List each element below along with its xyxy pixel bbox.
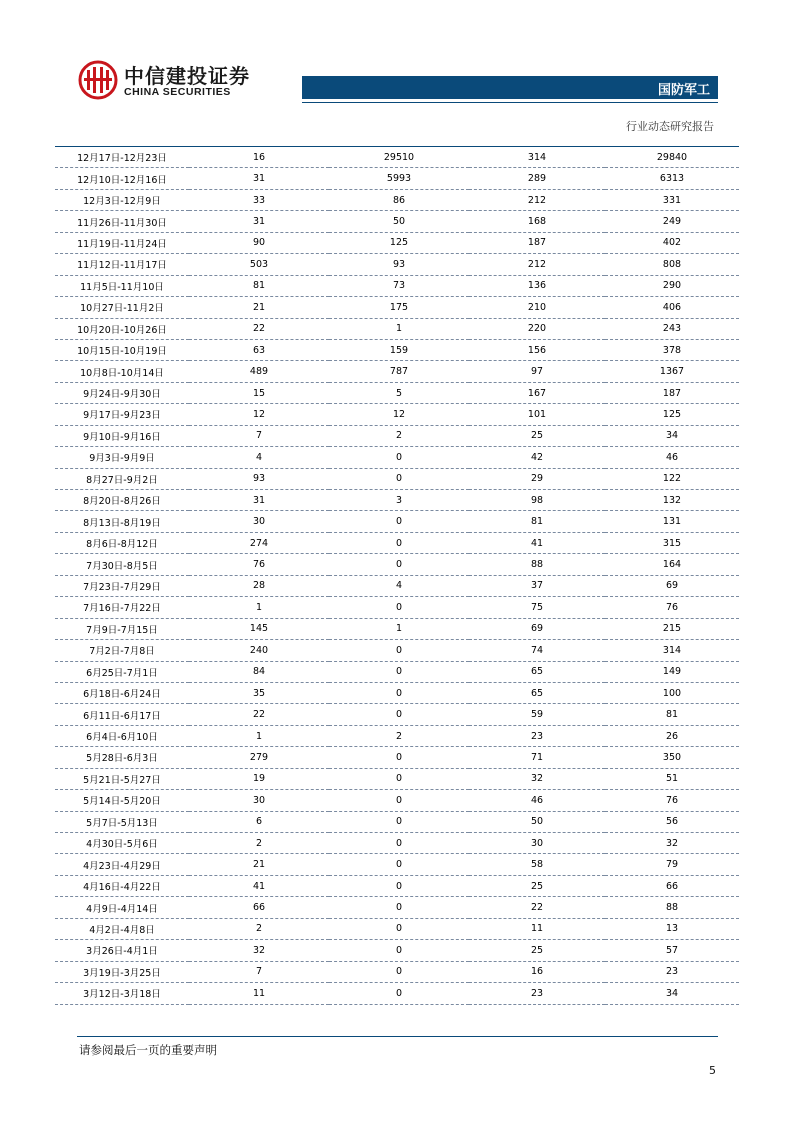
- table-cell-value: 25: [469, 875, 605, 896]
- table-row: [55, 811, 739, 832]
- table-cell-value: 289: [469, 168, 605, 189]
- industry-label: 国防军工: [657, 83, 710, 98]
- table-cell-value: 15: [189, 382, 329, 403]
- table-row: [55, 382, 739, 403]
- table-cell-value: 0: [329, 747, 469, 768]
- table-cell-value: 46: [469, 790, 605, 811]
- table-cell-value: 76: [605, 790, 739, 811]
- table-row: [55, 447, 739, 468]
- table-cell-value: 164: [605, 554, 739, 575]
- table-cell-value: 1: [189, 597, 329, 618]
- table-cell-period: 11月5日-11月10日: [55, 275, 189, 296]
- table-cell-value: 32: [469, 768, 605, 789]
- table-cell-value: 7: [189, 961, 329, 982]
- table-cell-value: 101: [469, 404, 605, 425]
- table-cell-value: 30: [189, 511, 329, 532]
- table-row: [55, 833, 739, 854]
- table-cell-value: 1367: [605, 361, 739, 382]
- table-cell-period: 7月30日-8月5日: [55, 554, 189, 575]
- table-cell-value: 0: [329, 918, 469, 939]
- table-cell-value: 21: [189, 297, 329, 318]
- table-cell-value: 11: [469, 918, 605, 939]
- table-row: [55, 918, 739, 939]
- table-cell-value: 249: [605, 211, 739, 232]
- table-row: [55, 725, 739, 746]
- footer-divider: [77, 1036, 718, 1037]
- table-cell-value: 29: [469, 468, 605, 489]
- table-cell-period: 4月23日-4月29日: [55, 854, 189, 875]
- table-cell-value: 0: [329, 854, 469, 875]
- table-row: [55, 318, 739, 339]
- table-cell-value: 30: [189, 790, 329, 811]
- table-cell-value: 66: [605, 875, 739, 896]
- china-securities-logo-icon: [78, 60, 118, 100]
- table-row: [55, 147, 739, 168]
- table-cell-value: 88: [469, 554, 605, 575]
- table-row: [55, 768, 739, 789]
- table-row: [55, 983, 739, 1004]
- table-cell-value: 22: [469, 897, 605, 918]
- table-cell-value: 98: [469, 490, 605, 511]
- table-cell-period: 3月26日-4月1日: [55, 940, 189, 961]
- table-cell-period: 12月3日-12月9日: [55, 189, 189, 210]
- table-row: [55, 339, 739, 360]
- table-cell-period: 4月16日-4月22日: [55, 875, 189, 896]
- table-cell-value: 331: [605, 189, 739, 210]
- table-cell-value: 6: [189, 811, 329, 832]
- table-cell-period: 4月30日-5月6日: [55, 833, 189, 854]
- logo-english-name: CHINA SECURITIES: [124, 86, 231, 98]
- table-cell-period: 7月23日-7月29日: [55, 575, 189, 596]
- table-cell-value: 35: [189, 682, 329, 703]
- table-cell-value: 25: [469, 425, 605, 446]
- table-cell-value: 168: [469, 211, 605, 232]
- table-cell-value: 125: [605, 404, 739, 425]
- table-row: [55, 232, 739, 253]
- table-cell-value: 290: [605, 275, 739, 296]
- table-cell-value: 136: [469, 275, 605, 296]
- table-cell-value: 2: [329, 425, 469, 446]
- table-cell-value: 57: [605, 940, 739, 961]
- table-cell-value: 69: [469, 618, 605, 639]
- table-cell-period: 6月18日-6月24日: [55, 682, 189, 703]
- table-cell-value: 11: [189, 983, 329, 1004]
- table-cell-value: 41: [189, 875, 329, 896]
- table-cell-value: 0: [329, 554, 469, 575]
- table-cell-period: 10月20日-10月26日: [55, 318, 189, 339]
- table-cell-value: 378: [605, 339, 739, 360]
- table-cell-value: 787: [329, 361, 469, 382]
- table-cell-value: 279: [189, 747, 329, 768]
- table-cell-value: 69: [605, 575, 739, 596]
- table-cell-value: 88: [605, 897, 739, 918]
- table-row: [55, 275, 739, 296]
- table-cell-period: 9月3日-9月9日: [55, 447, 189, 468]
- table-cell-period: 12月10日-12月16日: [55, 168, 189, 189]
- table-cell-value: 243: [605, 318, 739, 339]
- table-row: [55, 554, 739, 575]
- table-row: [55, 640, 739, 661]
- table-cell-value: 100: [605, 682, 739, 703]
- table-cell-value: 66: [189, 897, 329, 918]
- table-cell-value: 63: [189, 339, 329, 360]
- table-row: [55, 511, 739, 532]
- table-cell-value: 23: [605, 961, 739, 982]
- table-cell-value: 12: [189, 404, 329, 425]
- table-cell-value: 31: [189, 168, 329, 189]
- table-row: [55, 940, 739, 961]
- table-cell-period: 3月19日-3月25日: [55, 961, 189, 982]
- table-cell-period: 9月17日-9月23日: [55, 404, 189, 425]
- table-cell-value: 406: [605, 297, 739, 318]
- table-cell-value: 122: [605, 468, 739, 489]
- table-cell-value: 19: [189, 768, 329, 789]
- table-cell-value: 167: [469, 382, 605, 403]
- table-row: [55, 618, 739, 639]
- table-row: [55, 468, 739, 489]
- table-row: [55, 575, 739, 596]
- table-cell-value: 5: [329, 382, 469, 403]
- table-cell-value: 81: [469, 511, 605, 532]
- table-cell-period: 4月9日-4月14日: [55, 897, 189, 918]
- table-cell-value: 212: [469, 254, 605, 275]
- table-cell-value: 93: [189, 468, 329, 489]
- table-cell-value: 0: [329, 790, 469, 811]
- table-cell-value: 503: [189, 254, 329, 275]
- table-cell-value: 187: [469, 232, 605, 253]
- table-cell-value: 90: [189, 232, 329, 253]
- table-row: [55, 682, 739, 703]
- table-row: [55, 297, 739, 318]
- data-table: [55, 147, 739, 1005]
- table-cell-value: 7: [189, 425, 329, 446]
- table-body: [55, 147, 739, 1004]
- table-cell-value: 0: [329, 897, 469, 918]
- table-cell-value: 76: [189, 554, 329, 575]
- table-cell-value: 0: [329, 447, 469, 468]
- logo-chinese-name: 中信建投证券: [124, 64, 250, 88]
- table-cell-value: 149: [605, 661, 739, 682]
- table-row: [55, 597, 739, 618]
- table-cell-period: 11月26日-11月30日: [55, 211, 189, 232]
- table-row: [55, 790, 739, 811]
- table-cell-value: 0: [329, 661, 469, 682]
- table-cell-period: 7月16日-7月22日: [55, 597, 189, 618]
- table-cell-value: 76: [605, 597, 739, 618]
- table-cell-value: 79: [605, 854, 739, 875]
- table-cell-period: 11月19日-11月24日: [55, 232, 189, 253]
- table-cell-value: 33: [189, 189, 329, 210]
- table-cell-value: 314: [605, 640, 739, 661]
- table-cell-value: 215: [605, 618, 739, 639]
- table-row: [55, 661, 739, 682]
- table-cell-value: 65: [469, 661, 605, 682]
- table-cell-value: 1: [329, 318, 469, 339]
- table-cell-value: 32: [189, 940, 329, 961]
- table-cell-value: 59: [469, 704, 605, 725]
- table-cell-value: 84: [189, 661, 329, 682]
- table-cell-value: 0: [329, 682, 469, 703]
- table-cell-value: 145: [189, 618, 329, 639]
- table-cell-period: 6月4日-6月10日: [55, 725, 189, 746]
- table-cell-period: 8月20日-8月26日: [55, 490, 189, 511]
- table-cell-period: 10月27日-11月2日: [55, 297, 189, 318]
- table-cell-value: 3: [329, 490, 469, 511]
- report-type-label: 行业动态研究报告: [626, 120, 714, 133]
- table-row: [55, 854, 739, 875]
- footer-disclaimer: 请参阅最后一页的重要声明: [79, 1043, 217, 1057]
- table-cell-value: 402: [605, 232, 739, 253]
- table-cell-value: 0: [329, 597, 469, 618]
- table-cell-period: 4月2日-4月8日: [55, 918, 189, 939]
- table-cell-period: 7月2日-7月8日: [55, 640, 189, 661]
- header-divider: [302, 102, 718, 103]
- table-cell-value: 50: [329, 211, 469, 232]
- table-cell-value: 314: [469, 147, 605, 168]
- table-row: [55, 361, 739, 382]
- table-cell-value: 46: [605, 447, 739, 468]
- table-cell-value: 65: [469, 682, 605, 703]
- table-cell-value: 51: [605, 768, 739, 789]
- table-row: [55, 897, 739, 918]
- table-cell-value: 74: [469, 640, 605, 661]
- table-cell-period: 9月10日-9月16日: [55, 425, 189, 446]
- table-cell-value: 23: [469, 725, 605, 746]
- table-cell-period: 5月21日-5月27日: [55, 768, 189, 789]
- table-cell-period: 10月15日-10月19日: [55, 339, 189, 360]
- table-cell-value: 86: [329, 189, 469, 210]
- table-row: [55, 404, 739, 425]
- table-cell-value: 0: [329, 468, 469, 489]
- table-row: [55, 490, 739, 511]
- table-cell-period: 7月9日-7月15日: [55, 618, 189, 639]
- table-cell-value: 220: [469, 318, 605, 339]
- table-cell-value: 0: [329, 640, 469, 661]
- table-cell-value: 42: [469, 447, 605, 468]
- table-cell-period: 12月17日-12月23日: [55, 147, 189, 168]
- table-cell-value: 81: [189, 275, 329, 296]
- table-cell-value: 0: [329, 940, 469, 961]
- table-cell-value: 0: [329, 811, 469, 832]
- table-cell-value: 274: [189, 532, 329, 553]
- table-row: [55, 254, 739, 275]
- table-row: [55, 168, 739, 189]
- table-cell-value: 0: [329, 833, 469, 854]
- table-cell-period: 5月7日-5月13日: [55, 811, 189, 832]
- header-bar: [302, 76, 718, 99]
- table-cell-value: 22: [189, 318, 329, 339]
- table-cell-value: 0: [329, 875, 469, 896]
- table-cell-period: 6月11日-6月17日: [55, 704, 189, 725]
- table-cell-value: 0: [329, 704, 469, 725]
- table-cell-value: 26: [605, 725, 739, 746]
- table-cell-value: 315: [605, 532, 739, 553]
- table-row: [55, 189, 739, 210]
- table-cell-value: 210: [469, 297, 605, 318]
- table-cell-value: 97: [469, 361, 605, 382]
- table-cell-period: 8月27日-9月2日: [55, 468, 189, 489]
- table-cell-value: 0: [329, 511, 469, 532]
- company-logo: [78, 58, 278, 102]
- table-cell-value: 489: [189, 361, 329, 382]
- table-row: [55, 532, 739, 553]
- table-cell-value: 132: [605, 490, 739, 511]
- table-cell-value: 125: [329, 232, 469, 253]
- table-cell-value: 1: [189, 725, 329, 746]
- table-cell-value: 34: [605, 425, 739, 446]
- table-row: [55, 747, 739, 768]
- table-cell-period: 10月8日-10月14日: [55, 361, 189, 382]
- table-cell-period: 8月13日-8月19日: [55, 511, 189, 532]
- table-cell-value: 2: [189, 918, 329, 939]
- table-cell-period: 5月28日-6月3日: [55, 747, 189, 768]
- table-cell-value: 1: [329, 618, 469, 639]
- table-cell-value: 29840: [605, 147, 739, 168]
- table-cell-value: 240: [189, 640, 329, 661]
- table-cell-value: 28: [189, 575, 329, 596]
- table-cell-value: 2: [329, 725, 469, 746]
- table-cell-period: 5月14日-5月20日: [55, 790, 189, 811]
- table-cell-value: 159: [329, 339, 469, 360]
- table-cell-value: 187: [605, 382, 739, 403]
- table-cell-value: 71: [469, 747, 605, 768]
- table-cell-value: 0: [329, 961, 469, 982]
- table-cell-value: 4: [329, 575, 469, 596]
- table-cell-value: 56: [605, 811, 739, 832]
- table-cell-value: 16: [189, 147, 329, 168]
- table-row: [55, 961, 739, 982]
- table-cell-value: 58: [469, 854, 605, 875]
- table-cell-value: 29510: [329, 147, 469, 168]
- table-cell-value: 12: [329, 404, 469, 425]
- table-cell-value: 0: [329, 983, 469, 1004]
- table-cell-value: 30: [469, 833, 605, 854]
- table-cell-value: 6313: [605, 168, 739, 189]
- table-row: [55, 875, 739, 896]
- table-cell-period: 9月24日-9月30日: [55, 382, 189, 403]
- table-cell-period: 8月6日-8月12日: [55, 532, 189, 553]
- table-cell-value: 41: [469, 532, 605, 553]
- table-cell-value: 81: [605, 704, 739, 725]
- table-cell-period: 3月12日-3月18日: [55, 983, 189, 1004]
- table-cell-value: 34: [605, 983, 739, 1004]
- table-cell-period: 11月12日-11月17日: [55, 254, 189, 275]
- table-row: [55, 211, 739, 232]
- table-cell-value: 0: [329, 532, 469, 553]
- table-cell-value: 21: [189, 854, 329, 875]
- table-row: [55, 704, 739, 725]
- table-cell-value: 37: [469, 575, 605, 596]
- table-cell-value: 131: [605, 511, 739, 532]
- table-cell-value: 22: [189, 704, 329, 725]
- table-cell-value: 5993: [329, 168, 469, 189]
- table-cell-value: 50: [469, 811, 605, 832]
- table-cell-value: 32: [605, 833, 739, 854]
- table-cell-value: 75: [469, 597, 605, 618]
- table-cell-value: 25: [469, 940, 605, 961]
- table-cell-value: 23: [469, 983, 605, 1004]
- table-cell-value: 175: [329, 297, 469, 318]
- table-cell-value: 16: [469, 961, 605, 982]
- table-cell-value: 31: [189, 490, 329, 511]
- table-row: [55, 425, 739, 446]
- table-cell-value: 31: [189, 211, 329, 232]
- page-number: 5: [709, 1064, 716, 1077]
- table-cell-value: 13: [605, 918, 739, 939]
- table-cell-value: 156: [469, 339, 605, 360]
- table-cell-value: 808: [605, 254, 739, 275]
- table-cell-value: 93: [329, 254, 469, 275]
- table-cell-value: 4: [189, 447, 329, 468]
- table-cell-value: 212: [469, 189, 605, 210]
- table-cell-period: 6月25日-7月1日: [55, 661, 189, 682]
- table-cell-value: 73: [329, 275, 469, 296]
- table-cell-value: 350: [605, 747, 739, 768]
- table-cell-value: 0: [329, 768, 469, 789]
- table-cell-value: 2: [189, 833, 329, 854]
